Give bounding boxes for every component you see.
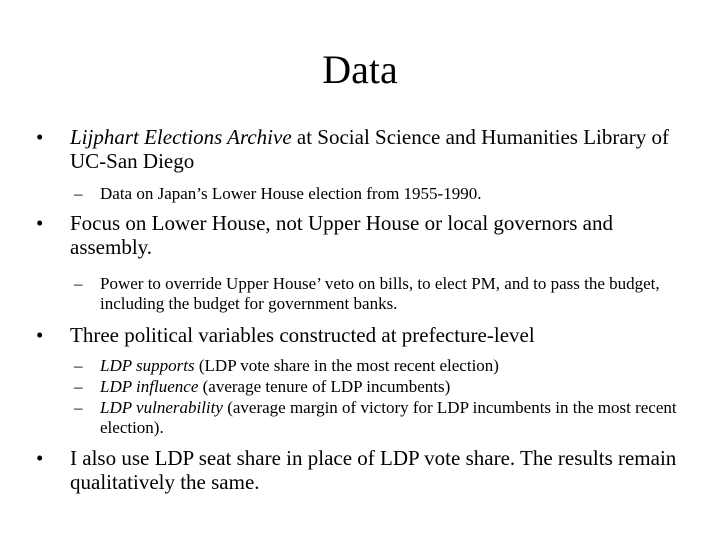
sub-mark: – (74, 184, 83, 203)
sub-mark: – (74, 356, 83, 375)
bullet-mark: • (36, 446, 44, 470)
sub-text: (LDP vote share in the most recent election) (194, 356, 499, 375)
bullet-mark: • (36, 125, 44, 149)
sub-item-ldp-supports (36, 356, 696, 376)
sub-text: (average margin of victory for LDP incumbents in the most recent election). (100, 398, 677, 437)
bullet-text: Three political variables constructed at prefecture-level (70, 323, 535, 347)
sub-item-power (36, 274, 696, 314)
bullet-item-seat-share (36, 446, 696, 494)
sub-item-ldp-vulnerability (36, 398, 696, 438)
sub-text: (average tenure of LDP incumbents) (198, 377, 451, 396)
bullet-text: at Social Science and Humanities Library of UC-San Diego (70, 125, 669, 173)
sub-emphasis: LDP supports (100, 356, 195, 375)
sub-mark: – (74, 274, 83, 293)
bullet-emphasis: Lijphart Elections Archive (70, 125, 292, 149)
sub-emphasis: LDP influence (100, 377, 199, 396)
sub-mark: – (74, 398, 83, 417)
bullet-list (36, 125, 696, 494)
bullet-mark: • (36, 211, 44, 235)
sub-emphasis: LDP vulnerability (100, 398, 223, 417)
sub-mark: – (74, 377, 83, 396)
bullet-item-focus (36, 211, 696, 259)
sub-text: Power to override Upper House’ veto on bills, to elect PM, and to pass the budget, including the budget for government banks. (100, 274, 660, 313)
sub-text: Data on Japan’s Lower House election from 1955-1990. (100, 184, 482, 203)
bullet-item-archive (36, 125, 696, 173)
bullet-text: I also use LDP seat share in place of LDP vote share. The results remain qualitatively the same. (70, 446, 677, 494)
bullet-mark: • (36, 323, 44, 347)
bullet-item-variables (36, 323, 696, 347)
bullet-text: Focus on Lower House, not Upper House or local governors and assembly. (70, 211, 613, 259)
sub-item-ldp-influence (36, 377, 696, 397)
sub-item-lower-house-data (36, 184, 696, 204)
slide-title: Data (322, 47, 398, 92)
